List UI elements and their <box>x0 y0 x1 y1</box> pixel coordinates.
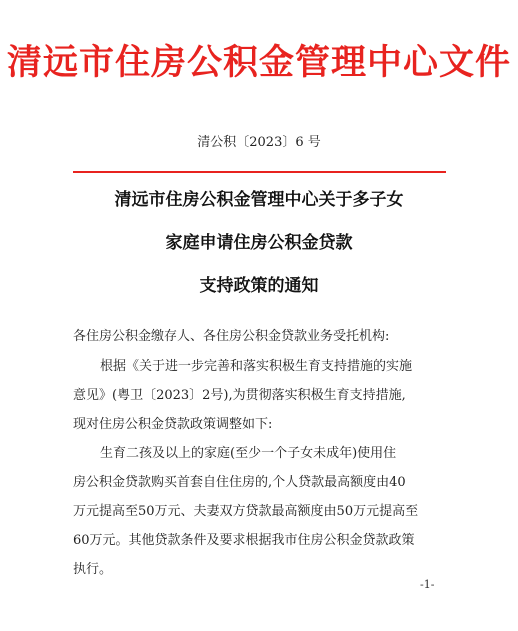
red-divider-line <box>73 171 446 173</box>
paragraph-1-line-1: 根据《关于进一步完善和落实积极生育支持措施的实施 <box>100 359 413 374</box>
notice-title-line-3: 支持政策的通知 <box>199 276 319 296</box>
paragraph-1-line-2: 意见》(粤卫〔2023〕2号),为贯彻落实积极生育支持措施, <box>73 388 406 403</box>
paragraph-2-line-3: 万元提高至50万元、夫妻双方贷款最高额度由50万元提高至 <box>73 504 419 519</box>
document-number: 清公积〔2023〕6 号 <box>197 135 321 150</box>
addressee-line: 各住房公积金缴存人、各住房公积金贷款业务受托机构: <box>73 329 390 344</box>
page-number: -1- <box>420 578 435 591</box>
paragraph-2-line-2: 房公积金贷款购买首套自住住房的,个人贷款最高额度由40 <box>73 475 406 490</box>
paragraph-2-line-4: 60万元。其他贷款条件及要求根据我市住房公积金贷款政策 <box>73 533 415 548</box>
paragraph-2-line-5: 执行。 <box>73 562 113 577</box>
document-header-title: 清远市住房公积金管理中心文件 <box>6 43 511 83</box>
notice-title-line-2: 家庭申请住房公积金贷款 <box>165 233 353 253</box>
paragraph-1-line-3: 现对住房公积金贷款政策调整如下: <box>73 417 273 432</box>
notice-title-line-1: 清远市住房公积金管理中心关于多子女 <box>114 190 404 210</box>
paragraph-2-line-1: 生育二孩及以上的家庭(至少一个子女未成年)使用住 <box>100 446 397 461</box>
